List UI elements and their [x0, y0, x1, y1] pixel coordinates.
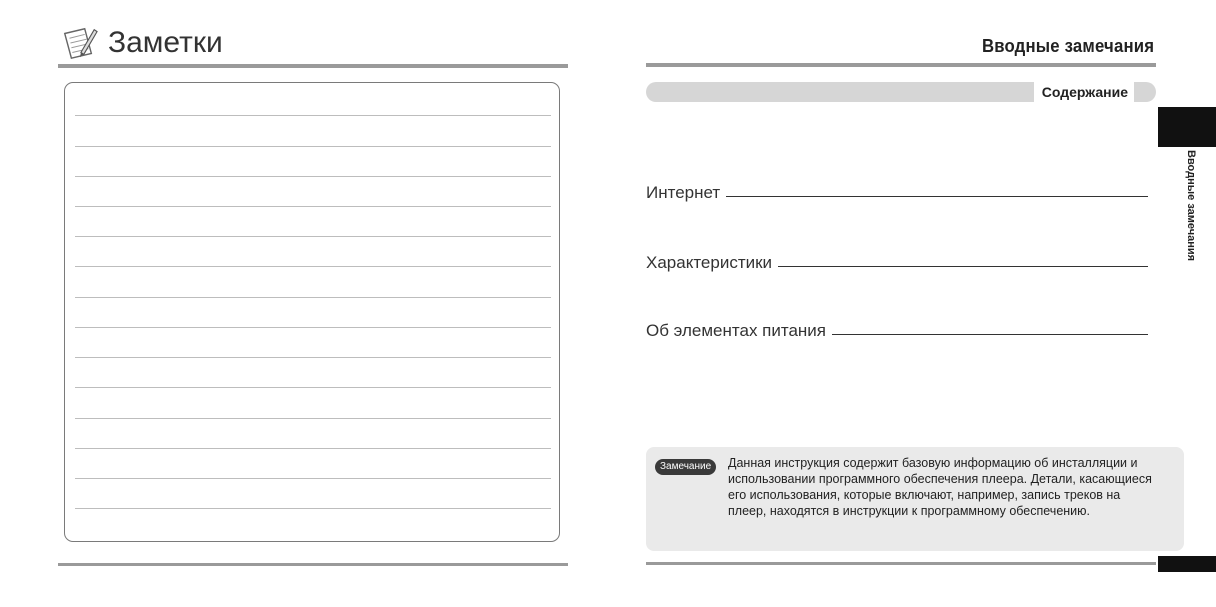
- note-badge: Замечание: [655, 459, 716, 475]
- note-line: [75, 266, 551, 267]
- toc-header-bar: [646, 82, 1156, 102]
- footer-divider: [646, 562, 1156, 565]
- note-line: [75, 115, 551, 116]
- footer-divider: [58, 563, 568, 566]
- page-title: Заметки: [108, 26, 223, 59]
- toc-leader-line: [778, 266, 1148, 267]
- toc-item-label: Характеристики: [646, 253, 773, 272]
- toc-leader-line: [832, 334, 1148, 335]
- side-tab-label: Вводные замечания: [1185, 150, 1197, 262]
- note-text: Данная инструкция содержит базовую информацию об инсталляции и использовании программного обеспечения плеера. Детали, касающиеся его использования, которые включают, например, запись треков на плеер, находятся в инструкции к программному обеспечению.: [728, 456, 1152, 518]
- note-line: [75, 236, 551, 237]
- note-line: [75, 176, 551, 177]
- toc-item-batteries[interactable]: [646, 318, 1148, 342]
- note-line: [75, 357, 551, 358]
- header-divider: [58, 64, 568, 68]
- notes-header: [60, 20, 568, 68]
- toc-leader-line: [726, 196, 1148, 197]
- note-line: [75, 297, 551, 298]
- note-box: [646, 447, 1184, 551]
- section-title: Вводные замечания: [981, 36, 1154, 56]
- note-line: [75, 508, 551, 509]
- note-line: [75, 448, 551, 449]
- side-tab-marker: [1158, 107, 1216, 147]
- toc-item-internet[interactable]: [646, 180, 1148, 204]
- toc-label: Содержание: [1041, 84, 1128, 100]
- toc-item-label: Об элементах питания: [646, 321, 827, 340]
- note-line: [75, 418, 551, 419]
- toc-item-label: Интернет: [646, 183, 721, 202]
- note-line: [75, 146, 551, 147]
- toc-item-specifications[interactable]: [646, 250, 1148, 274]
- note-line: [75, 478, 551, 479]
- notepad-pencil-icon: [60, 24, 98, 62]
- toc-label-box: [1034, 82, 1134, 102]
- note-line: [75, 206, 551, 207]
- header-divider: [646, 63, 1156, 67]
- note-line: [75, 327, 551, 328]
- bottom-tab-marker: [1158, 556, 1216, 572]
- notes-area: [64, 82, 560, 542]
- note-line: [75, 387, 551, 388]
